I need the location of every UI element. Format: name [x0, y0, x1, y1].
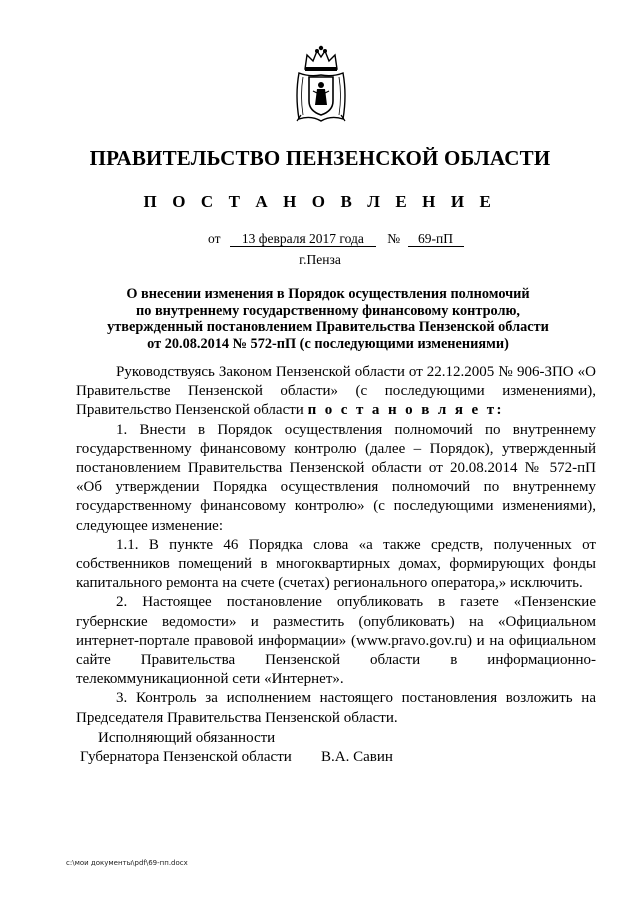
item-1: 1. Внести в Порядок осуществления полномочий по внутреннему государственному финансовому контролю (далее – Порядок), утвержденный постановлением Правительства Пензенской области от 20.08.2014 № 572-пП «Об утверждении Порядка осуществления полномочий по внутреннему государственному финансовому контролю» (с последующими изменениями), следующее изменение: — [76, 421, 596, 534]
preamble-paragraph — [76, 363, 596, 421]
item-2: 2. Настоящее постановление опубликовать в газете «Пензенские губернские ведомости» и разместить (опубликовать) на «Официальном интернет-портале правовой информации» (www.pravo.gov.ru) и на официальном сайте Правительства Пензенской области в информационно-телекоммуникационной сети «Интернет». — [76, 594, 596, 688]
preamble-text: Руководствуясь Законом Пензенской области от 22.12.2005 № 906-ЗПО «О Правительстве Пензенской области» (с последующими изменениями), Правительство Пензенской области — [76, 364, 596, 419]
document-body — [76, 363, 596, 728]
document-subject — [88, 286, 568, 352]
subject-line: по внутреннему государственному финансовому контролю, — [135, 302, 521, 319]
file-path-footer: c:\мои документы\pdf\69-пп.docx — [66, 859, 188, 867]
date-number-line — [208, 231, 464, 247]
signature-block — [80, 729, 292, 767]
decree-word: п о с т а н о в л я е т: — [307, 402, 504, 419]
subject-line: О внесении изменения в Порядок осуществления полномочий — [126, 286, 530, 302]
document-date: 13 февраля 2017 года — [230, 231, 376, 247]
subject-line: утвержденный постановлением Правительства Пензенской области — [107, 319, 549, 335]
subject-line: от 20.08.2014 № 572-пП (с последующими изменениями) — [147, 335, 509, 352]
city: г.Пенза — [299, 252, 341, 267]
document-type: П О С Т А Н О В Л Е Н И Е — [143, 192, 497, 211]
government-title: ПРАВИТЕЛЬСТВО ПЕНЗЕНСКОЙ ОБЛАСТИ — [89, 146, 551, 170]
item-1-1: 1.1. В пункте 46 Порядка слова «а также средств, полученных от собственников помещений в многоквартирных домах, формирующих фонды капитального ремонта на счете (счетах) регионального оператора,» исключить. — [76, 536, 596, 592]
signatory-name: В.А. Савин — [321, 749, 393, 765]
document-number: 69-пП — [408, 231, 464, 247]
number-sign: № — [387, 231, 401, 246]
signatory-title-line2: Губернатора Пензенской области — [80, 749, 292, 765]
signatory-title-line1: Исполняющий обязанности — [98, 730, 276, 746]
item-3: 3. Контроль за исполнением настоящего постановления возложить на Председателя Правительства Пензенской области. — [76, 690, 596, 726]
date-prefix: от — [208, 231, 221, 246]
coat-of-arms-icon — [293, 45, 349, 125]
